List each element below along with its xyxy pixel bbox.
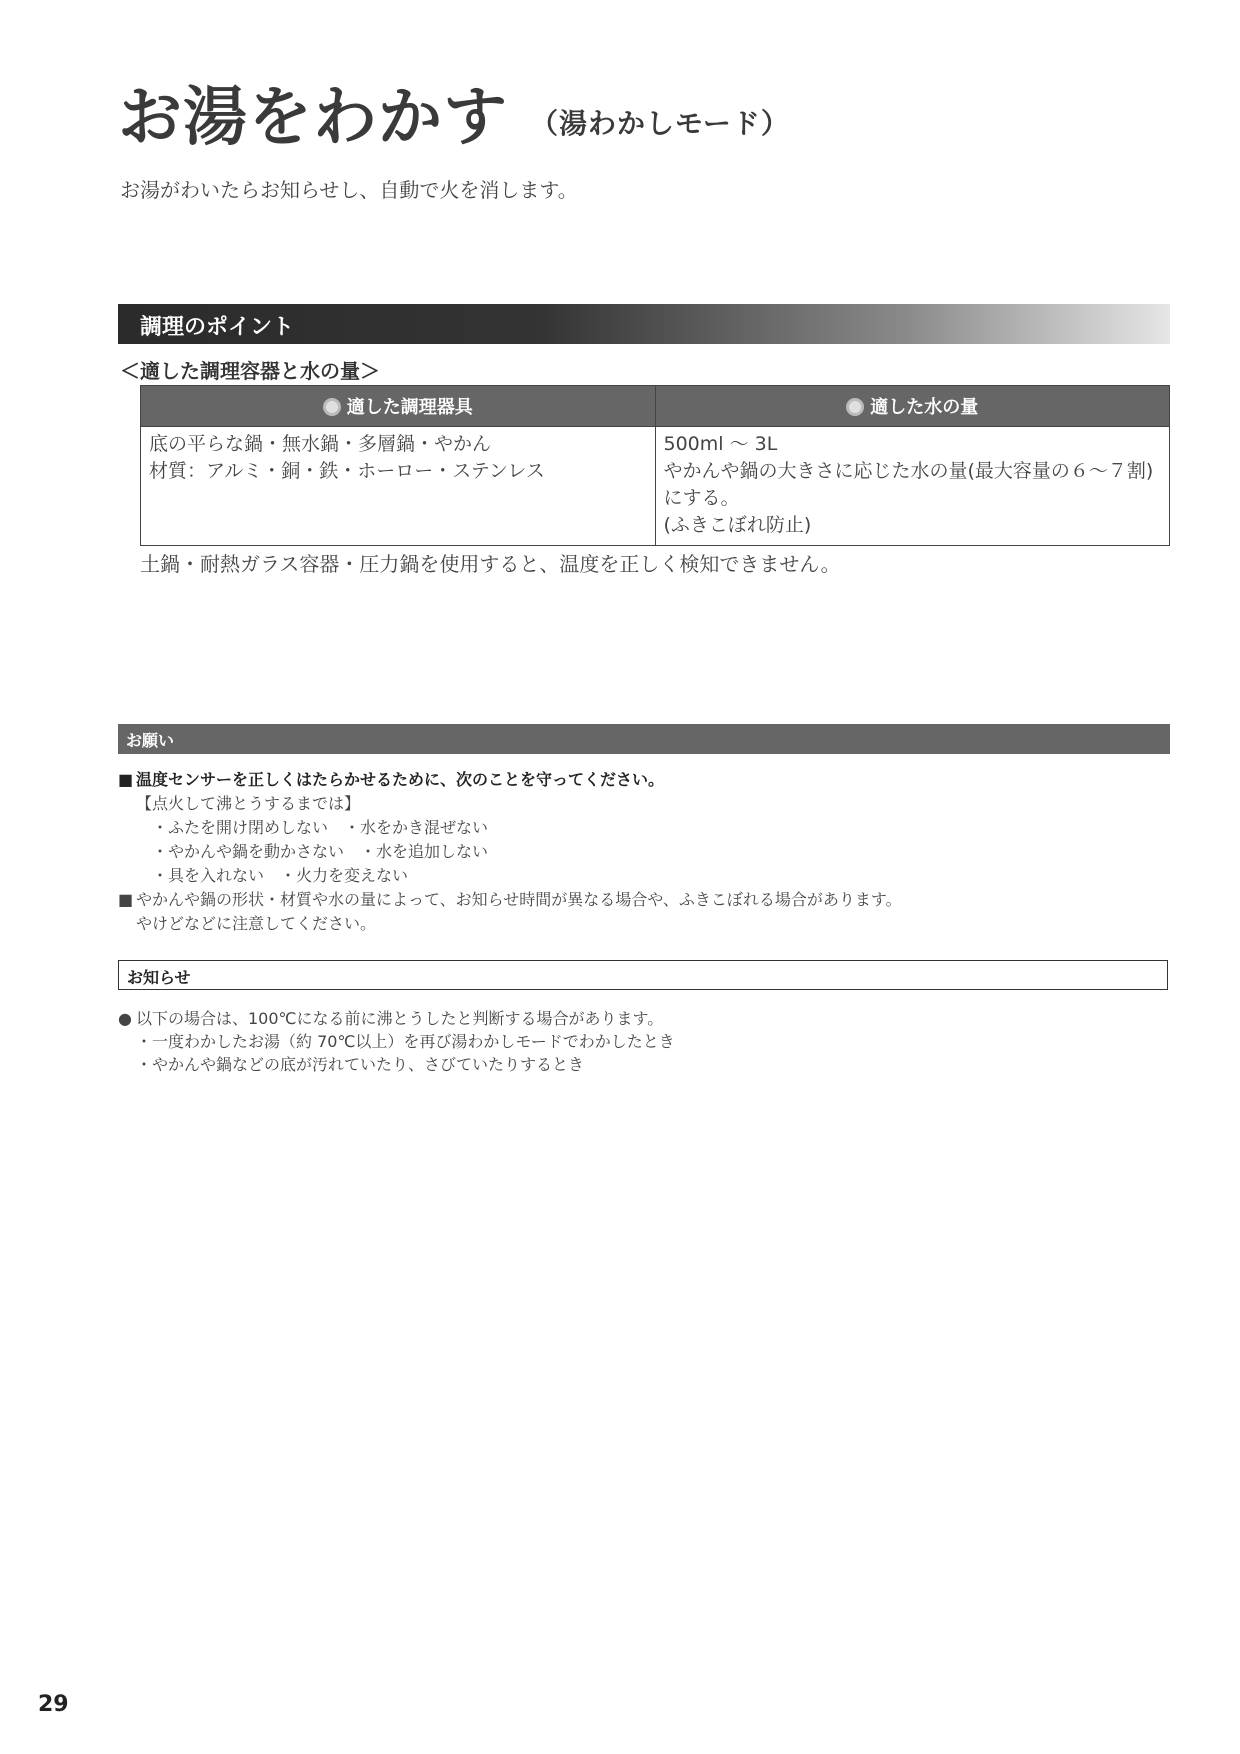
square-bullet-icon: ■ (118, 770, 134, 789)
vessel-heading: ＜適した調理容器と水の量＞ (120, 359, 380, 383)
list-item (118, 1007, 675, 1030)
item-line: ・具を入れない ・火力を変えない (152, 866, 409, 885)
item-subheading: 【点火して沸とうするまでは】 (136, 794, 361, 813)
notice-section-header (118, 960, 1168, 990)
item-text: 以下の場合は、100℃になる前に沸とうしたと判断する場合があります。 (136, 1009, 664, 1028)
cell-line: やかんや鍋の大きさに応じた水の量(最大容量の６～７割) (663, 460, 1154, 482)
notice-heading: お知らせ (127, 968, 191, 987)
page-title (118, 78, 790, 170)
vessel-table (140, 385, 1170, 546)
item-line: ・やかんや鍋を動かさない ・水を追加しない (152, 842, 489, 861)
circle-icon (323, 398, 341, 416)
table-header-cookware (141, 386, 656, 427)
title-main: お湯をわかす (118, 81, 508, 155)
header-label: 適した調理器具 (346, 397, 473, 418)
item-line: ・一度わかしたお湯（約 70℃以上）を再び湯わかしモードでわかしたとき (136, 1032, 675, 1051)
page-subtitle: お湯がわいたらお知らせし、自動で火を消します。 (120, 178, 578, 202)
item-line: やけどなどに注意してください。 (136, 914, 377, 933)
cell-line: 底の平らな鍋・無水鍋・多層鍋・やかん (149, 433, 492, 455)
cell-line: にする。 (663, 487, 740, 509)
request-list (118, 768, 902, 936)
item-line: ・やかんや鍋などの底が汚れていたり、さびていたりするとき (136, 1055, 585, 1074)
circle-icon (846, 398, 864, 416)
table-note: 土鍋・耐熱ガラス容器・圧力鍋を使用すると、温度を正しく検知できません。 (140, 552, 841, 576)
table-header-water (655, 386, 1170, 427)
cookware-cell (141, 427, 656, 546)
list-item (118, 888, 902, 912)
points-heading: 調理のポイント (140, 315, 295, 340)
header-label: 適した水の量 (870, 397, 979, 418)
item-line: ・ふたを開け閉めしない ・水をかき混ぜない (152, 818, 489, 837)
cell-line: (ふきこぼれ防止) (663, 514, 812, 536)
item-text: 温度センサーを正しくはたらかせるために、次のことを守ってください。 (136, 770, 665, 789)
list-item (118, 768, 902, 792)
table-row (141, 427, 1170, 546)
cell-line: 材質：アルミ・銅・鉄・ホーロー・ステンレス (149, 460, 545, 482)
square-bullet-icon: ■ (118, 890, 134, 909)
item-text: やかんや鍋の形状・材質や水の量によって、お知らせ時間が異なる場合や、ふきこぼれる場合があります。 (136, 890, 902, 909)
page-number: 29 (38, 1692, 69, 1717)
request-heading: お願い (126, 731, 175, 750)
request-section-header (118, 724, 1170, 754)
title-sub: （湯わかしモード） (530, 107, 790, 140)
points-section-header (118, 304, 1170, 344)
cell-line: 500ml ～ 3L (663, 433, 778, 455)
dot-bullet-icon: ● (118, 1009, 132, 1028)
water-cell (655, 427, 1170, 546)
notice-list (118, 1007, 675, 1076)
